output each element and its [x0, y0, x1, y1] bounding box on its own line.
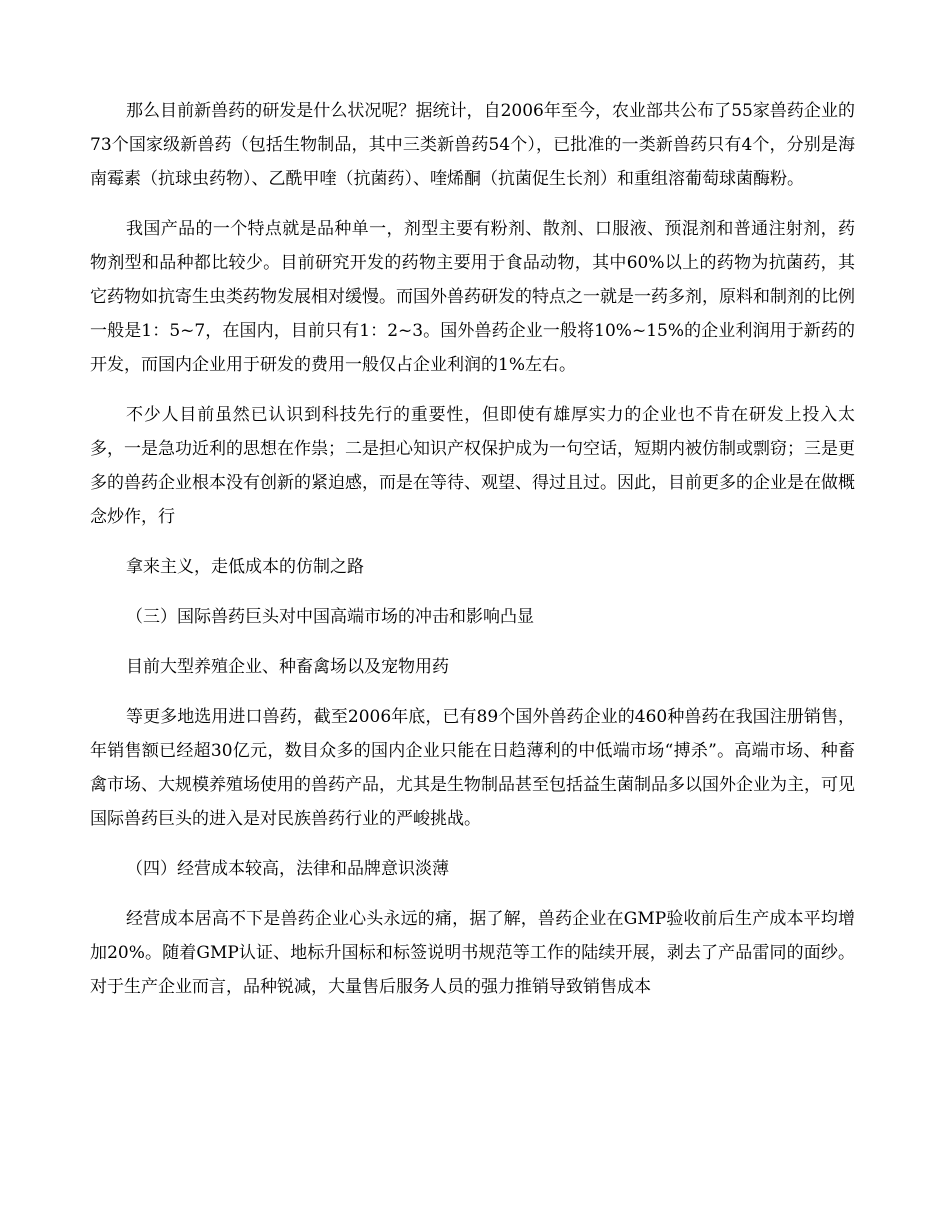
paragraph-product-features: 我国产品的一个特点就是品种单一，剂型主要有粉剂、散剂、口服液、预混剂和普通注射剂，药物剂型和品种都比较少。目前研究开发的药物主要用于食品动物，其中60%以上的药物为抗菌药，其它药物如抗寄生虫类药物发展相对缓慢。而国外兽药研发的特点之一就是一药多剂，原料和制剂的比例一般是1：5~7，在国内，目前只有1：2~3。国外兽药企业一般将10%~15%的企业利润用于新药的开发，而国内企业用于研发的费用一般仅占企业利润的1%左右。	[90, 219, 855, 375]
paragraph-operating-cost: 经营成本居高不下是兽药企业心头永远的痛，据了解，兽药企业在GMP验收前后生产成本平均增加20%。随着GMP认证、地标升国标和标签说明书规范等工作的陆续开展，剥去了产品雷同的面纱。对于生产企业而言，品种锐减，大量售后服务人员的强力推销导致销售成本	[90, 909, 855, 997]
paragraph-large-farms: 目前大型养殖企业、种畜禽场以及宠物用药	[126, 657, 449, 677]
section-heading-3: （三）国际兽药巨头对中国高端市场的冲击和影响凸显	[126, 607, 534, 627]
paragraph-imitation-road: 拿来主义，走低成本的仿制之路	[126, 557, 364, 577]
section-heading-4: （四）经营成本较高，法律和品牌意识淡薄	[126, 859, 449, 879]
paragraph-new-drug-status: 那么目前新兽药的研发是什么状况呢？据统计，自2006年至今，农业部共公布了55家兽药企业的73个国家级新兽药（包括生物制品，其中三类新兽药54个），已批准的一类新兽药只有4个，分别是海南霉素（抗球虫药物）、乙酰甲喹（抗菌药）、喹烯酮（抗菌促生长剂）和重组溶葡萄球菌酶粉。	[90, 101, 855, 189]
paragraph-imported-drugs: 等更多地选用进口兽药，截至2006年底，已有89个国外兽药企业的460种兽药在我国注册销售，年销售额已经超30亿元，数目众多的国内企业只能在日趋薄利的中低端市场“搏杀”。高端市场、种畜禽市场、大规模养殖场使用的兽药产品，尤其是生物制品甚至包括益生菌制品多以国外企业为主，可见国际兽药巨头的进入是对民族兽药行业的严峻挑战。	[90, 707, 855, 829]
paragraph-rd-investment: 不少人目前虽然已认识到科技先行的重要性，但即使有雄厚实力的企业也不肯在研发上投入太多，一是急功近利的思想在作祟；二是担心知识产权保护成为一句空话，短期内被仿制或剽窃；三是更多的兽药企业根本没有创新的紧迫感，而是在等待、观望、得过且过。因此，目前更多的企业是在做概念炒作，行	[90, 405, 855, 527]
